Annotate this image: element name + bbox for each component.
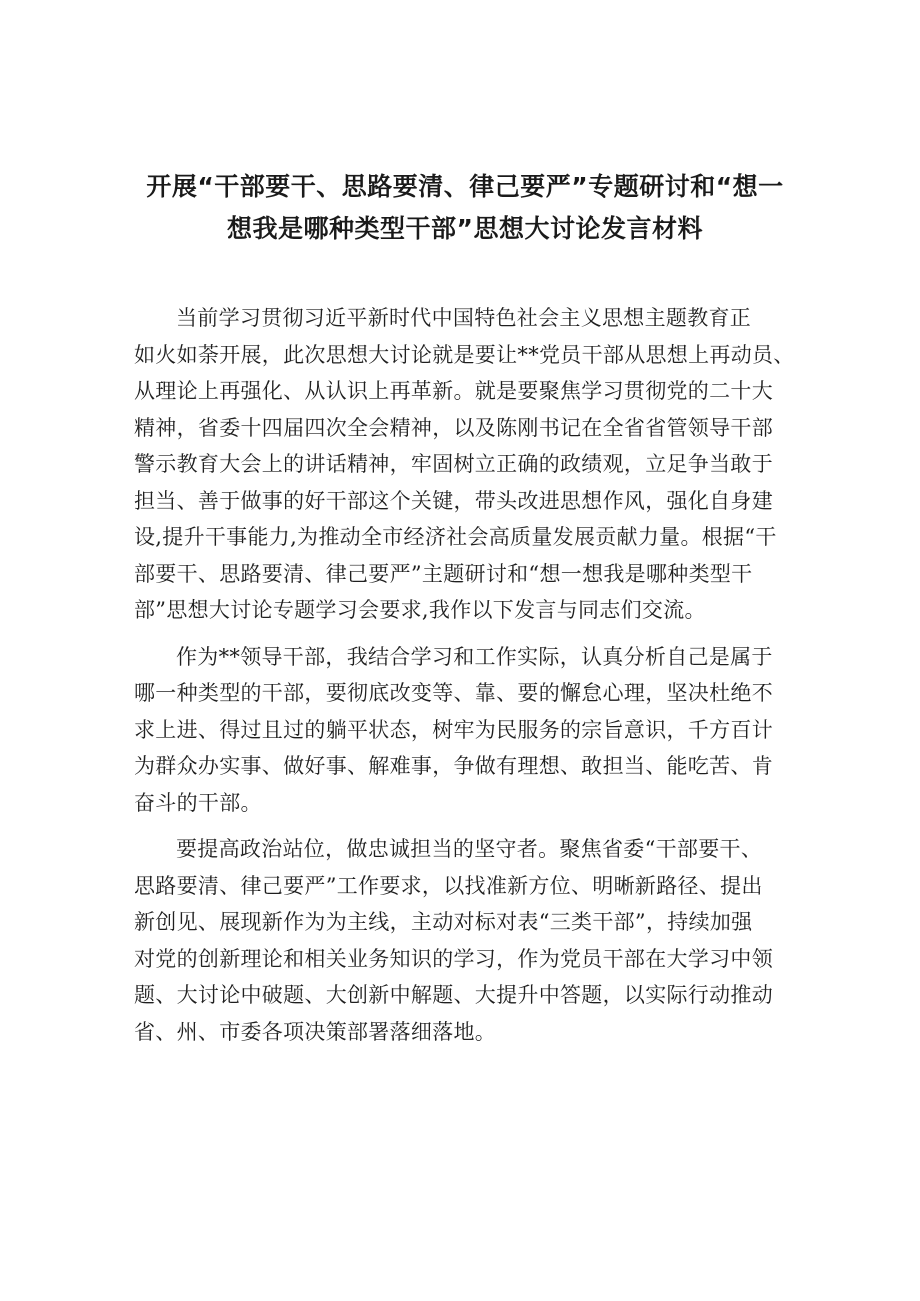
paragraph-line: 要提高政治站位，做忠诚担当的坚守者。聚焦省委“干部要干、 bbox=[176, 837, 763, 861]
paragraph-line: 如火如荼开展，此次思想大讨论就是要让**党员干部从思想上再动员、 bbox=[134, 342, 795, 367]
paragraph-2 bbox=[134, 639, 794, 822]
title-line: 开展“干部要干、思路要清、律己要严”专题研讨和“想一 bbox=[146, 172, 784, 201]
paragraph-1 bbox=[134, 300, 794, 629]
paragraph-line: 部”思想大讨论专题学习会要求,我作以下发言与同志们交流。 bbox=[134, 598, 706, 622]
document-title bbox=[130, 166, 800, 250]
paragraph-line: 奋斗的干部。 bbox=[134, 790, 262, 815]
paragraph-line: 省、州、市委各项决策部署落细落地。 bbox=[134, 1019, 497, 1044]
paragraph-line: 设,提升干事能力,为推动全市经济社会高质量发展贡献力量。根据“干 bbox=[134, 525, 777, 549]
paragraph-3 bbox=[134, 831, 794, 1050]
paragraph-line: 担当、善于做事的好干部这个关键，带头改进思想作风，强化自身建 bbox=[134, 488, 773, 513]
paragraph-line: 新创见、展现新作为为主线，主动对标对表“三类干部”，持续加强 bbox=[134, 910, 753, 934]
title-line: 想我是哪种类型干部”思想大讨论发言材料 bbox=[227, 214, 703, 243]
paragraph-line: 为群众办实事、做好事、解难事，争做有理想、敢担当、能吃苦、肯 bbox=[134, 754, 773, 778]
paragraph-line: 作为**领导干部，我结合学习和工作实际，认真分析自己是属于 bbox=[176, 644, 773, 669]
paragraph-line: 当前学习贯彻习近平新时代中国特色社会主义思想主题教育正 bbox=[176, 306, 752, 330]
paragraph-line: 警示教育大会上的讲话精神，牢固树立正确的政绩观，立足争当敢于 bbox=[134, 452, 773, 476]
document-body bbox=[134, 300, 794, 1060]
paragraph-line: 从理论上再强化、从认识上再革新。就是要聚焦学习贯彻党的二十大 bbox=[134, 379, 773, 403]
paragraph-line: 对党的创新理论和相关业务知识的学习，作为党员干部在大学习中领 bbox=[134, 946, 773, 971]
paragraph-line: 思路要清、律己要严”工作要求，以找准新方位、明晰新路径、提出 bbox=[134, 873, 763, 898]
paragraph-line: 精神，省委十四届四次全会精神，以及陈刚书记在全省省管领导干部 bbox=[134, 415, 773, 440]
paragraph-line: 部要干、思路要清、律己要严”主题研讨和“想一想我是哪种类型干 bbox=[134, 561, 753, 586]
paragraph-line: 求上进、得过且过的躺平状态，树牢为民服务的宗旨意识，千方百计 bbox=[134, 717, 773, 742]
paragraph-line: 哪一种类型的干部，要彻底改变等、靠、要的懈怠心理，坚决杜绝不 bbox=[134, 681, 773, 705]
paragraph-line: 题、大讨论中破题、大创新中解题、大提升中答题，以实际行动推动 bbox=[134, 983, 773, 1007]
